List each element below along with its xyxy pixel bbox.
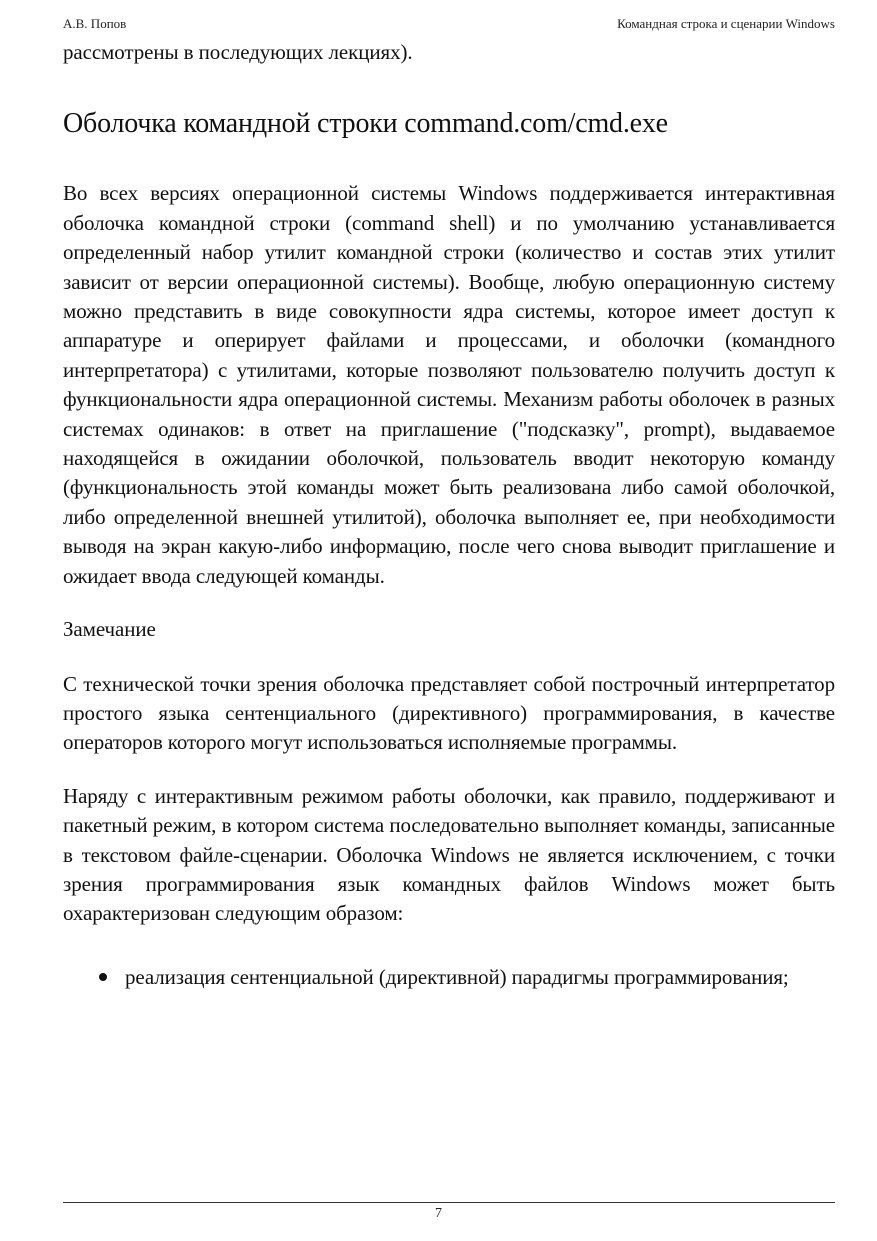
header-title: Командная строка и сценарии Windows <box>617 16 835 31</box>
bullet-list <box>63 963 835 992</box>
continuation-text: рассмотрены в последующих лекциях). <box>63 40 413 64</box>
section-heading: Оболочка командной строки command.com/cmd.exe <box>63 108 668 140</box>
paragraph-shell-overview: Во всех версиях операционной системы Windows поддерживается интерактивная оболочка командной строки (command shell) и по умолчанию устанавливается определенный набор утилит командной строки (количество и состав этих утилит зависит от версии операционной системы). Вообще, любую операционную систему можно представить в виде совокупности ядра системы, которое имеет доступ к аппаратуре и оперирует файлами и процессами, и оболочки (командного интерпретатора) с утилитами, которые позволяют пользователю получить доступ к функциональности ядра операционной системы. Механизм работы оболочек в разных системах одинаков: в ответ на приглашение ("подсказку", prompt), выдаваемое находящейся в ожидании оболочкой, пользователь вводит некоторую команду (функциональность этой команды может быть реализована либо самой оболочкой, либо определенной внешней утилитой), оболочка выполняет ее, при необходимости выводя на экран какую-либо информацию, после чего снова выводит приглашение и ожидает ввода следующей команды. <box>63 181 835 588</box>
bullet-icon <box>99 973 107 981</box>
page-content <box>63 38 835 992</box>
page-number: 7 <box>435 1206 442 1221</box>
header-author: А.В. Попов <box>63 16 127 31</box>
note-label: Замечание <box>63 617 156 642</box>
paragraph-batch-mode: Наряду с интерактивным режимом работы оболочки, как правило, поддерживают и пакетный режим, в котором система последовательно выполняет команды, записанные в текстовом файле-сценарии. Оболочка Windows не является исключением, с точки зрения программирования язык командных файлов Windows может быть охарактеризован следующим образом: <box>63 783 835 926</box>
list-item-text: реализация сентенциальной (директивной) парадигмы программирования; <box>125 964 789 989</box>
list-item <box>63 963 835 992</box>
running-header <box>63 16 835 36</box>
footer-divider <box>63 1202 835 1203</box>
paragraph-note-text: С технической точки зрения оболочка представляет собой построчный интерпретатор простого языка сентенциального (директивного) программирования, в качестве операторов которого могут использоваться исполняемые программы. <box>63 671 835 755</box>
